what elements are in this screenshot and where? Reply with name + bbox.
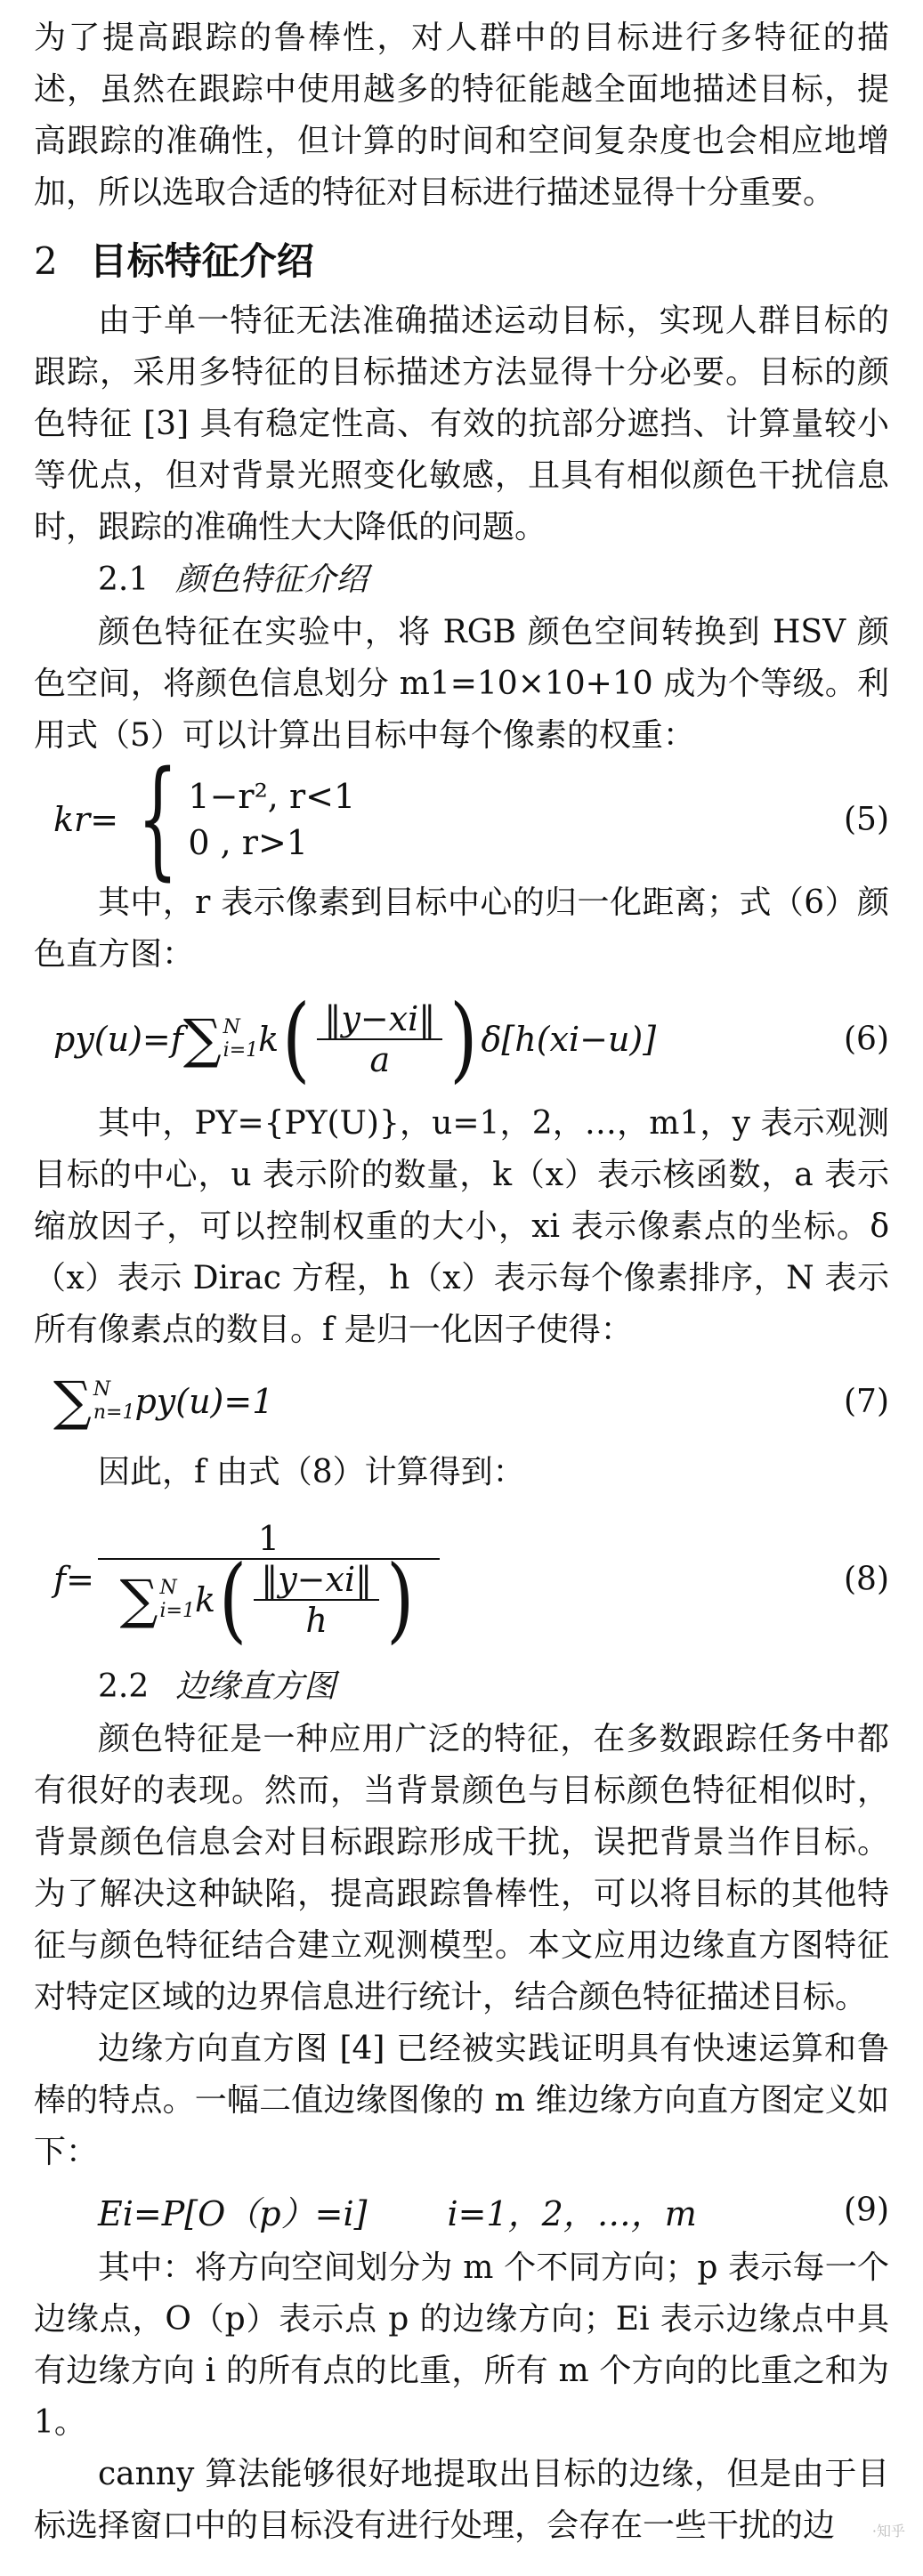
subsection-number: 2.2 <box>98 1668 150 1705</box>
paragraph-edge-definitions: 其中：将方向空间划分为 m 个不同方向；p 表示每一个边缘点，O（p）表示点 p 的边缘方向；Ei 表示边缘点中具有边缘方向 i 的所有点的比重，所有 m 个方向的比重之和为 1。 <box>34 2249 889 2441</box>
paragraph-intro: 为了提高跟踪的鲁棒性，对人群中的目标进行多特征的描述，虽然在跟踪中使用越多的特征能越全面地描述目标，提高跟踪的准确性，但计算的时间和空间复杂度也会相应地增加，所以选取合适的特征对目标进行描述显得十分重要。 <box>34 20 889 211</box>
equation-number: (7) <box>844 1383 889 1420</box>
eq6-fraction <box>317 999 442 1079</box>
equation-number: (5) <box>844 801 889 838</box>
summation-symbol: ∑ <box>119 1569 158 1631</box>
paragraph-feature-intro: 由于单一特征无法准确描述运动目标，实现人群目标的跟踪，采用多特征的目标描述方法显得十分必要。目标的颜色特征 [3] 具有稳定性高、有效的抗部分遮挡、计算量较小等优点，但对背景光照变化敏感，且具有相似颜色干扰信息时，跟踪的准确性大大降低的问题。 <box>34 303 889 545</box>
equation-7 <box>34 1361 889 1441</box>
inner-numerator: ‖y−xi‖ <box>254 1560 379 1601</box>
equation-8 <box>34 1504 889 1655</box>
subsection-title: 边缘直方图 <box>175 1668 336 1705</box>
eq8-fraction: 1 ∑ N i=1 k ( $\frac{‖y-xi‖}{h}$ ) <box>98 1519 440 1640</box>
sum-upper: N <box>223 1016 240 1038</box>
kernel-symbol: k <box>194 1580 215 1619</box>
fraction-numerator: ‖y−xi‖ <box>317 999 442 1040</box>
subsection-heading-2-1 <box>34 553 889 607</box>
section-title: 目标特征介绍 <box>89 239 314 283</box>
eq6-tail: δ[h(xi−u)] <box>481 1020 657 1059</box>
kernel-symbol: k <box>258 1020 279 1059</box>
paragraph-edge-histogram: 边缘方向直方图 [4] 已经被实践证明具有快速运算和鲁棒的特点。一幅二值边缘图像的 m 维边缘方向直方图定义如下： <box>34 2031 889 2170</box>
inner-fraction <box>254 1560 379 1640</box>
equation-9 <box>34 2184 889 2237</box>
sum-upper: N <box>159 1577 177 1599</box>
summation-symbol: ∑ <box>53 1370 92 1433</box>
sum-lower: i=1 <box>223 1039 259 1062</box>
equation-6: py(u)=f ∑ N i=1 k ( $\frac{‖y-xi‖}{a}$ ) δ[h(xi−u)] (6) <box>34 986 889 1093</box>
equation-5 <box>34 745 889 893</box>
paragraph-edge-motivation: 颜色特征是一种应用广泛的特征，在多数跟踪任务中都有很好的表现。然而，当背景颜色与目标颜色特征相似时，背景颜色信息会对目标跟踪形成干扰，误把背景当作目标。为了解决这种缺陷，提高跟踪鲁棒性，可以将目标的其他特征与颜色特征结合建立观测模型。本文应用边缘直方图特征对特定区域的边界信息进行统计，结合颜色特征描述目标。 <box>34 1721 889 2015</box>
summation-symbol: ∑ <box>182 1008 222 1070</box>
section-number: 2 <box>34 239 58 283</box>
paragraph-canny: canny 算法能够很好地提取出目标的边缘，但是由于目标选择窗口中的目标没有进行处理，会存在一些干扰的边 <box>34 2456 889 2544</box>
fraction-numerator: 1 <box>98 1519 440 1560</box>
eq5-brace: { <box>137 745 179 893</box>
inner-denominator: h <box>305 1601 328 1640</box>
sum-upper: N <box>93 1378 111 1401</box>
equation-number: (9) <box>844 2192 889 2229</box>
eq5-lhs: kr= <box>53 800 119 839</box>
subsection-title: 颜色特征介绍 <box>175 561 368 598</box>
eq7-body: py(u)=1 <box>134 1382 274 1421</box>
eq9-body: Ei=P[O（p）=i] <box>98 2193 368 2233</box>
fraction-denominator: a <box>369 1040 391 1079</box>
equation-number: (8) <box>844 1561 889 1598</box>
watermark: ·知乎 <box>871 2523 905 2540</box>
paragraph-color-space: 颜色特征在实验中，将 RGB 颜色空间转换到 HSV 颜色空间，将颜色信息划分 m1=10×10+10 成为个等级。利用式（5）可以计算出目标中每个像素的权重： <box>34 614 889 754</box>
paragraph-f: 因此，f 由式（8）计算得到： <box>98 1454 525 1490</box>
eq5-case-2: 0 , r>1 <box>188 823 308 862</box>
sum-lower: n=1 <box>93 1401 135 1424</box>
subsection-heading-2-2 <box>34 1660 889 1714</box>
equation-number: (6) <box>844 1021 889 1058</box>
paragraph-definitions: 其中，PY={PY(U)}，u=1，2，…，m1，y 表示观测目标的中心，u 表示阶的数量，k（x）表示核函数，a 表示缩放因子，可以控制权重的大小，xi 表示像素点的坐标。δ（x）表示 Dirac 方程，h（x）表示每个像素排序，N 表示所有像素点的数目。f 是归一化因子使得： <box>34 1105 889 1348</box>
eq6-lhs: py(u)=f <box>53 1020 183 1059</box>
sum-lower: i=1 <box>159 1600 195 1622</box>
subsection-number: 2.1 <box>98 561 150 598</box>
eq5-case-1: 1−r², r<1 <box>188 777 356 816</box>
section-heading <box>34 235 889 288</box>
paragraph-distance: 其中，r 表示像素到目标中心的归一化距离；式（6）颜色直方图： <box>34 884 889 973</box>
eq9-range: i=1，2，…，m <box>447 2193 697 2233</box>
eq8-lhs: f= <box>53 1560 94 1599</box>
